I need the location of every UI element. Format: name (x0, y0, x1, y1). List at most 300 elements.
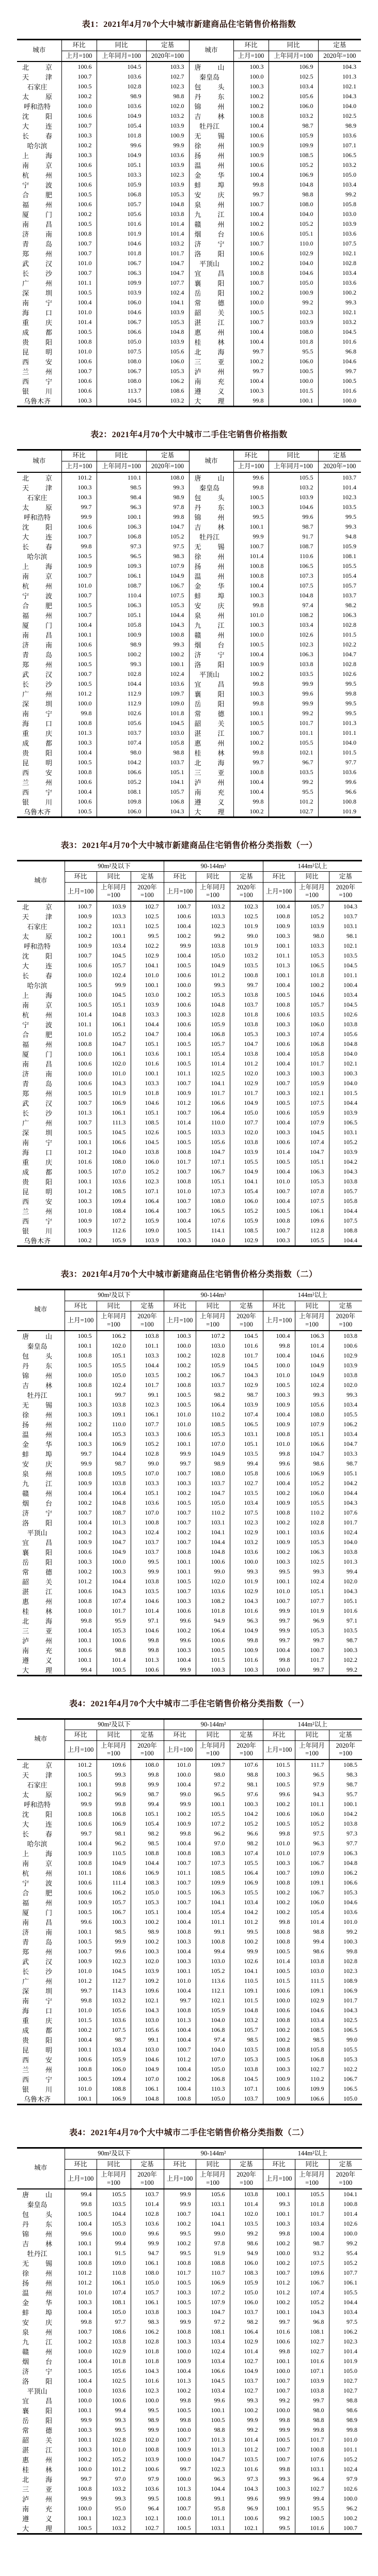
value-cell: 102.8 (97, 82, 146, 91)
col-header: 环比 (65, 1730, 97, 1741)
value-cell: 104.9 (196, 1449, 230, 1459)
value-cell: 106.9 (230, 1878, 263, 1888)
value-cell: 100.3 (65, 2425, 97, 2435)
city-name: 丹 东 (22, 2220, 52, 2228)
value-cell: 103.8 (329, 1331, 362, 1341)
city-name: 泉 州 (194, 611, 225, 620)
value-cell: 107.9 (295, 1118, 329, 1128)
city-cell (17, 2258, 65, 2268)
col-header-city: 城市 (17, 450, 61, 472)
value-cell: 100.7 (61, 121, 97, 131)
value-cell: 99.7 (61, 502, 97, 512)
value-cell: 105.3 (295, 951, 329, 961)
value-cell: 102.7 (295, 2337, 329, 2347)
value-cell: 103.9 (329, 1147, 362, 1157)
value-cell: 100.4 (263, 1118, 295, 1128)
value-cell: 100.4 (164, 1655, 196, 1665)
value-cell: 108.0 (295, 1410, 329, 1420)
city-cell (17, 357, 61, 366)
value-cell: 102.1 (131, 1996, 164, 2006)
value-cell: 100.7 (263, 1186, 295, 1196)
col-header: 环比 (263, 1301, 295, 1312)
value-cell: 104.7 (146, 268, 189, 278)
city-name: 天 津 (22, 73, 52, 82)
value-cell: 99.5 (97, 2425, 131, 2435)
value-cell: 99.3 (263, 2474, 295, 2484)
value-cell: 105.0 (230, 1108, 263, 1118)
table-title: 表4：2021年4月70个大中城市二手住宅销售价格分类指数（一） (69, 1699, 309, 1708)
col-header: 定基 (230, 2159, 263, 2170)
value-cell: 101.1 (65, 1868, 97, 1878)
value-cell: 98.5 (131, 1839, 164, 1848)
col-header: 环比 (164, 1730, 196, 1741)
value-cell: 100.5 (65, 1167, 97, 1177)
city-cell (189, 366, 233, 376)
value-cell: 100.9 (97, 630, 146, 640)
value-cell: 99.9 (164, 1665, 196, 1676)
value-cell: 102.7 (295, 2064, 329, 2074)
value-cell: 104.9 (196, 961, 230, 970)
value-cell: 101.2 (65, 2268, 97, 2278)
value-cell: 108.1 (97, 2297, 131, 2307)
value-cell: 101.4 (329, 2209, 362, 2219)
city-cell (17, 101, 61, 111)
value-cell: 104.4 (146, 610, 189, 620)
value-cell: 100.5 (65, 2366, 97, 2376)
value-cell: 106.3 (295, 1167, 329, 1177)
value-cell: 98.0 (196, 1770, 230, 1780)
city-name: 岳 阳 (194, 700, 225, 708)
city-cell (17, 2268, 65, 2278)
value-cell: 102.9 (97, 2347, 131, 2356)
value-cell: 105.8 (318, 199, 361, 209)
value-cell: 102.0 (230, 2209, 263, 2219)
table-row (17, 1206, 362, 1216)
value-cell: 99.7 (263, 1616, 295, 1626)
city-cell (17, 1078, 65, 1088)
city-cell (17, 347, 61, 357)
value-cell: 100.3 (164, 1645, 196, 1655)
value-cell: 104.9 (230, 1098, 263, 1108)
city-name: 福 州 (22, 201, 52, 209)
value-cell: 106.9 (329, 1986, 362, 1996)
col-subheader: 上月=100 (61, 461, 97, 472)
value-cell: 98.8 (146, 748, 189, 758)
value-cell: 103.6 (131, 1049, 164, 1059)
city-name: 岳 阳 (22, 1558, 52, 1566)
value-cell: 102.8 (318, 258, 361, 268)
value-cell: 100.6 (61, 357, 97, 366)
table-row (17, 1039, 362, 1049)
value-cell: 103.2 (97, 2523, 131, 2534)
value-cell: 104.9 (295, 1361, 329, 1370)
value-cell: 99.0 (329, 2035, 362, 2045)
city-cell (17, 1586, 65, 1596)
city-name: 韶 关 (194, 719, 225, 728)
city-cell (189, 298, 233, 307)
city-name: 大 理 (194, 397, 225, 406)
value-cell: 106.9 (97, 1819, 131, 1829)
value-cell: 100.9 (269, 288, 318, 298)
city-name: 天 津 (22, 913, 52, 921)
value-cell: 103.6 (329, 1907, 362, 1917)
city-cell (17, 483, 61, 492)
city-cell (189, 807, 233, 817)
city-name: 包 头 (194, 493, 225, 502)
value-cell: 102.3 (329, 2337, 362, 2347)
value-cell: 100.1 (65, 1177, 97, 1186)
city-cell (17, 1898, 65, 1907)
city-name: 常 德 (22, 2426, 52, 2434)
value-cell: 106.9 (97, 1098, 131, 1108)
table-row (17, 2035, 362, 2045)
value-cell: 100.8 (164, 1547, 196, 1557)
value-cell: 105.3 (146, 190, 189, 199)
value-cell: 100.4 (295, 2229, 329, 2239)
value-cell: 108.3 (230, 2268, 263, 2278)
value-cell: 105.0 (318, 170, 361, 180)
value-cell: 100.4 (65, 1626, 97, 1636)
value-cell: 102.7 (131, 901, 164, 912)
value-cell: 98.8 (230, 1770, 263, 1780)
table-row (17, 170, 361, 180)
table-row (17, 1370, 362, 1380)
value-cell: 109.9 (196, 1878, 230, 1888)
value-cell: 105.5 (295, 1498, 329, 1508)
table-row (17, 1770, 362, 1780)
value-cell: 100.7 (164, 1206, 196, 1216)
table-row (17, 357, 361, 366)
value-cell: 100.2 (65, 931, 97, 941)
value-cell: 104.8 (97, 1498, 131, 1508)
value-cell: 99.3 (97, 2415, 131, 2425)
value-cell: 101.4 (295, 1917, 329, 1927)
value-cell: 99.3 (263, 2199, 295, 2209)
value-cell: 99.9 (65, 1459, 97, 1469)
value-cell: 94.3 (295, 1790, 329, 1799)
value-cell: 106.9 (97, 2094, 131, 2105)
table-row (17, 1848, 362, 1858)
value-cell: 101.6 (230, 1341, 263, 1351)
value-cell: 99.9 (97, 980, 131, 990)
value-cell: 109.9 (269, 141, 318, 150)
value-cell: 101.3 (263, 961, 295, 970)
value-cell: 108.8 (97, 2084, 131, 2094)
value-cell: 100.0 (65, 970, 97, 980)
value-cell: 108.0 (146, 472, 189, 483)
value-cell: 109.9 (97, 278, 146, 288)
value-cell: 104.4 (97, 1577, 131, 1586)
city-name: 广 州 (22, 280, 52, 288)
value-cell: 109.4 (97, 1196, 131, 1206)
value-cell: 100.1 (65, 1137, 97, 1147)
value-cell: 108.4 (97, 1206, 131, 1216)
value-cell: 107.9 (295, 1420, 329, 1429)
value-cell: 103.5 (230, 2045, 263, 2055)
value-cell: 103.8 (131, 2307, 164, 2317)
value-cell: 105.7 (295, 1000, 329, 1010)
value-cell: 101.0 (97, 1069, 131, 1078)
col-group-header: 90-144m² (164, 1290, 263, 1301)
value-cell: 99.9 (230, 1947, 263, 1956)
value-cell: 109.3 (97, 561, 146, 571)
city-name: 太 原 (22, 503, 52, 512)
value-cell: 107.7 (230, 1118, 263, 1128)
value-cell: 104.8 (196, 1000, 230, 1010)
value-cell: 107.5 (97, 2025, 131, 2035)
value-cell: 105.9 (196, 1020, 230, 1029)
city-name: 乌 鲁 木 齐 (23, 397, 51, 406)
table-row (17, 2209, 362, 2219)
city-cell (17, 2248, 65, 2258)
value-cell: 100.0 (263, 2248, 295, 2258)
city-cell (17, 1848, 65, 1858)
value-cell: 101.0 (329, 2435, 362, 2445)
value-cell: 100.8 (164, 2258, 196, 2268)
city-cell (189, 111, 233, 121)
table-row (17, 758, 361, 767)
city-name: 常 德 (22, 1568, 52, 1576)
col-header: 定基 (329, 1301, 362, 1312)
table-row (17, 1236, 362, 1246)
city-name: 襄 阳 (22, 1548, 52, 1556)
value-cell: 104.6 (269, 502, 318, 512)
value-cell: 100.1 (65, 1636, 97, 1645)
table-section-3 (17, 839, 361, 1247)
value-cell: 100.2 (146, 650, 189, 659)
value-cell: 99.1 (196, 1927, 230, 1937)
value-cell: 104.5 (131, 1137, 164, 1147)
city-name: 泸 州 (194, 368, 225, 376)
table-row (17, 249, 361, 258)
city-cell (17, 268, 61, 278)
col-subheader: 上月=100 (233, 461, 269, 472)
value-cell: 105.2 (295, 1819, 329, 1829)
city-name: 秦 皇 岛 (199, 73, 220, 82)
value-cell: 101.2 (65, 1186, 97, 1196)
value-cell: 100.7 (61, 249, 97, 258)
value-cell: 103.3 (131, 1078, 164, 1088)
value-cell: 104.9 (97, 111, 146, 121)
table-row (17, 199, 361, 209)
value-cell: 102.9 (269, 249, 318, 258)
value-cell: 107.5 (329, 1216, 362, 1226)
value-cell: 101.1 (131, 1341, 164, 1351)
col-header: 同比 (97, 2159, 131, 2170)
value-cell: 101.4 (318, 483, 361, 492)
value-cell: 105.0 (196, 1498, 230, 1508)
value-cell: 103.6 (97, 2015, 131, 2025)
value-cell: 103.6 (97, 72, 146, 82)
value-cell: 100.4 (164, 1907, 196, 1917)
value-cell: 102.0 (230, 1128, 263, 1137)
city-cell (17, 2006, 65, 2015)
value-cell: 107.3 (196, 1186, 230, 1196)
value-cell: 101.2 (230, 1059, 263, 1069)
value-cell: 106.3 (97, 522, 146, 532)
value-cell: 100.7 (65, 1098, 97, 1108)
value-cell: 99.9 (131, 2425, 164, 2435)
value-cell: 100.8 (263, 1216, 295, 1226)
value-cell: 101.7 (230, 1351, 263, 1361)
value-cell: 100.5 (65, 2523, 97, 2534)
value-cell: 108.2 (269, 610, 318, 620)
value-cell: 104.3 (295, 2307, 329, 2317)
value-cell: 99.3 (146, 640, 189, 650)
value-cell: 100.9 (65, 941, 97, 951)
table-row (17, 2288, 362, 2297)
city-name: 呼 和 浩 特 (23, 943, 51, 950)
value-cell: 106.0 (146, 357, 189, 366)
city-cell (17, 669, 61, 679)
value-cell: 100.4 (233, 376, 269, 386)
value-cell: 105.3 (230, 2055, 263, 2064)
city-name: 徐 州 (22, 1411, 52, 1419)
value-cell: 100.0 (263, 1665, 295, 1676)
value-cell: 104.3 (318, 61, 361, 72)
value-cell: 100.4 (164, 921, 196, 931)
table-row (17, 2297, 362, 2307)
value-cell: 100.2 (61, 141, 97, 150)
value-cell: 100.1 (97, 931, 131, 941)
value-cell: 101.5 (263, 1976, 295, 1986)
value-cell: 100.2 (164, 1626, 196, 1636)
value-cell: 104.9 (230, 1626, 263, 1636)
value-cell: 97.5 (295, 1829, 329, 1839)
value-cell: 107.5 (295, 1098, 329, 1108)
value-cell: 99.9 (146, 141, 189, 150)
value-cell: 105.5 (295, 1236, 329, 1246)
table-row (17, 689, 361, 699)
value-cell: 106.9 (196, 2278, 230, 2288)
city-cell (17, 532, 61, 542)
city-cell (17, 1966, 65, 1976)
value-cell: 97.1 (329, 1616, 362, 1626)
value-cell: 97.9 (329, 2474, 362, 2484)
city-name: 成 都 (22, 739, 52, 747)
city-name: 蚌 埠 (22, 2308, 52, 2317)
value-cell: 103.8 (230, 1020, 263, 1029)
value-cell: 109.9 (295, 2084, 329, 2094)
city-name: 福 州 (22, 1899, 52, 1907)
value-cell: 100.6 (263, 1039, 295, 1049)
col-subheader: 上月=100 (65, 2170, 97, 2189)
city-name: 洛 阳 (194, 250, 225, 258)
city-cell (17, 1236, 65, 1246)
city-name: 秦 皇 岛 (27, 1342, 48, 1350)
value-cell: 110.2 (295, 1508, 329, 1518)
value-cell: 106.1 (131, 2084, 164, 2094)
col-header: 定基 (131, 1730, 164, 1741)
value-cell: 100.6 (263, 1469, 295, 1478)
city-name: 长 春 (22, 1830, 52, 1838)
value-cell: 100.8 (263, 1878, 295, 1888)
city-name: 福 州 (22, 611, 52, 620)
city-cell (17, 951, 65, 961)
value-cell: 99.2 (269, 777, 318, 787)
table-row (17, 1937, 362, 1947)
value-cell: 99.5 (131, 2405, 164, 2415)
value-cell: 98.4 (97, 492, 146, 502)
col-header: 环比 (65, 872, 97, 883)
value-cell: 100.6 (263, 2006, 295, 2015)
city-name: 沈 阳 (22, 113, 52, 121)
value-cell: 105.6 (97, 2366, 131, 2376)
city-name: 青 岛 (22, 1938, 52, 1946)
value-cell: 103.8 (329, 1177, 362, 1186)
value-cell: 99.8 (97, 1780, 131, 1790)
value-cell: 103.8 (230, 990, 263, 1000)
value-cell: 100.0 (65, 1069, 97, 1078)
value-cell: 99.9 (269, 679, 318, 689)
value-cell: 110.1 (97, 472, 146, 483)
col-subheader: 上月=100 (65, 1740, 97, 1760)
value-cell: 102.5 (196, 1069, 230, 1078)
table-row (17, 1351, 362, 1361)
value-cell: 107.2 (196, 1331, 230, 1341)
value-cell: 101.7 (295, 2209, 329, 2219)
city-name: 郑 州 (22, 1948, 52, 1956)
value-cell: 102.4 (146, 288, 189, 298)
city-cell (17, 278, 61, 288)
table-row (17, 1645, 362, 1655)
value-cell: 105.1 (97, 610, 146, 620)
value-cell: 106.9 (269, 61, 318, 72)
value-cell: 98.9 (97, 91, 146, 101)
value-cell: 103.7 (131, 1537, 164, 1547)
value-cell: 101.0 (65, 1206, 97, 1216)
value-cell: 103.9 (97, 901, 131, 912)
value-cell: 105.4 (196, 1049, 230, 1059)
value-cell: 104.3 (230, 1370, 263, 1380)
value-cell: 104.5 (196, 2376, 230, 2386)
value-cell: 100.2 (329, 2513, 362, 2523)
city-cell (189, 758, 233, 767)
value-cell: 104.2 (329, 1157, 362, 1167)
value-cell: 102.8 (97, 669, 146, 679)
value-cell: 99.9 (233, 532, 269, 542)
table-row (17, 1429, 362, 1439)
value-cell: 103.2 (97, 1996, 131, 2006)
value-cell: 98.9 (196, 1459, 230, 1469)
value-cell: 100.4 (263, 1410, 295, 1420)
value-cell: 100.8 (65, 1039, 97, 1049)
city-cell (17, 1567, 65, 1577)
value-cell: 100.5 (65, 2074, 97, 2084)
table-row (17, 1400, 362, 1410)
city-cell (189, 561, 233, 571)
value-cell: 100.8 (295, 2445, 329, 2455)
city-name: 石 家 庄 (27, 1781, 48, 1789)
value-cell: 105.3 (295, 1177, 329, 1186)
value-cell: 100.5 (61, 679, 97, 689)
city-name: 上 海 (22, 992, 52, 999)
value-cell: 104.3 (131, 2006, 164, 2015)
city-cell (17, 1069, 65, 1078)
value-cell: 103.4 (329, 1400, 362, 1410)
value-cell: 100.9 (164, 2356, 196, 2366)
table-row (17, 1118, 362, 1128)
city-cell (17, 1996, 65, 2006)
city-name: 秦 皇 岛 (27, 2200, 48, 2209)
value-cell: 100.5 (61, 659, 97, 669)
value-cell: 107.3 (269, 571, 318, 581)
value-cell: 102.4 (146, 669, 189, 679)
value-cell: 102.6 (131, 1128, 164, 1137)
col-subheader: 2020年=100 (329, 1740, 362, 1760)
city-cell (17, 1206, 65, 1216)
city-cell (17, 317, 61, 327)
